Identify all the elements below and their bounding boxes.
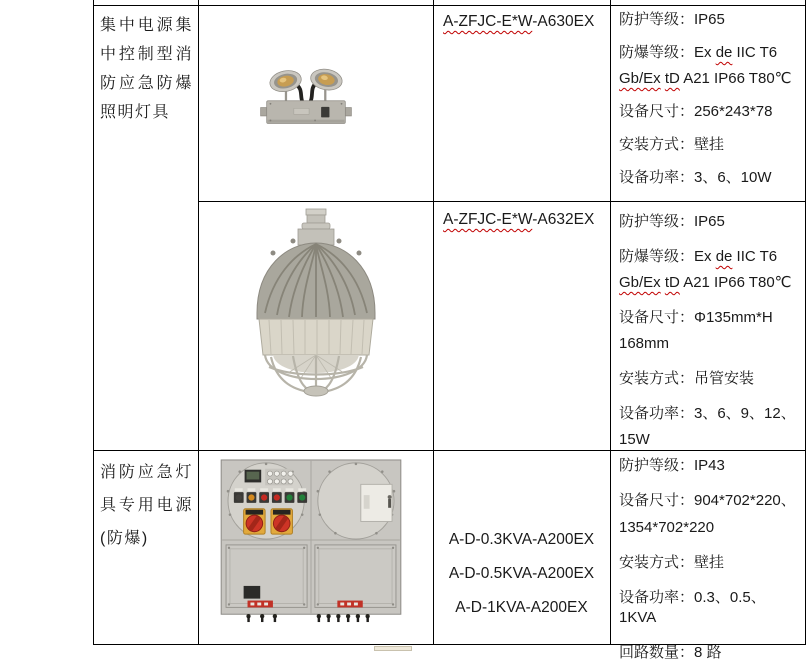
- table-border-v5: [805, 0, 806, 644]
- model-cell-row3: A-D-0.3KVA-A200EX A-D-0.5KVA-A200EX A-D-1KVA-A200EX: [448, 531, 595, 616]
- explosion-proof-power-distribution-box-photo: [218, 458, 404, 624]
- category-cell-emergency-luminaires: 集中电源集 中控制型消 防应急防爆 照明灯具: [100, 17, 193, 121]
- specs-cell-row3: 防护等级：IP43 设备尺寸：904*702*220、 1354*702*220 安装方式：壁挂 设备功率：0.3、0.5、1KVA 回路数量：8 路: [619, 457, 796, 661]
- dome-explosion-proof-lamp-photo: [243, 207, 389, 397]
- model-cell-row1: A-ZFJC-E*W-A630EX: [443, 13, 595, 30]
- product-photo-cell-row3: [199, 451, 433, 643]
- category-cell-emergency-power-supply: 消防应急灯 具专用电源 (防爆): [100, 464, 193, 547]
- model-cell-row2: A-ZFJC-E*W-A632EX: [443, 211, 595, 228]
- page-bottom-artifact: [374, 646, 412, 651]
- product-photo-cell-row1: [199, 6, 433, 200]
- twin-head-emergency-light-photo: [245, 66, 367, 128]
- product-photo-cell-row2: [199, 202, 433, 449]
- specs-cell-row2: 防护等级：IP65 防爆等级：Ex de IIC T6 Gb/Ex tD A21 IP66 T80℃ 设备尺寸：Φ135mm*H 168mm 安装方式：吊管安装 设备功率：3、6、9、12、 15W: [619, 213, 796, 448]
- specs-cell-row1: 防护等级：IP65 防爆等级：Ex de IIC T6 Gb/Ex tD A21 IP66 T80℃ 设备尺寸：256*243*78 安装方式：壁挂 设备功率：3、6、10W: [619, 11, 792, 186]
